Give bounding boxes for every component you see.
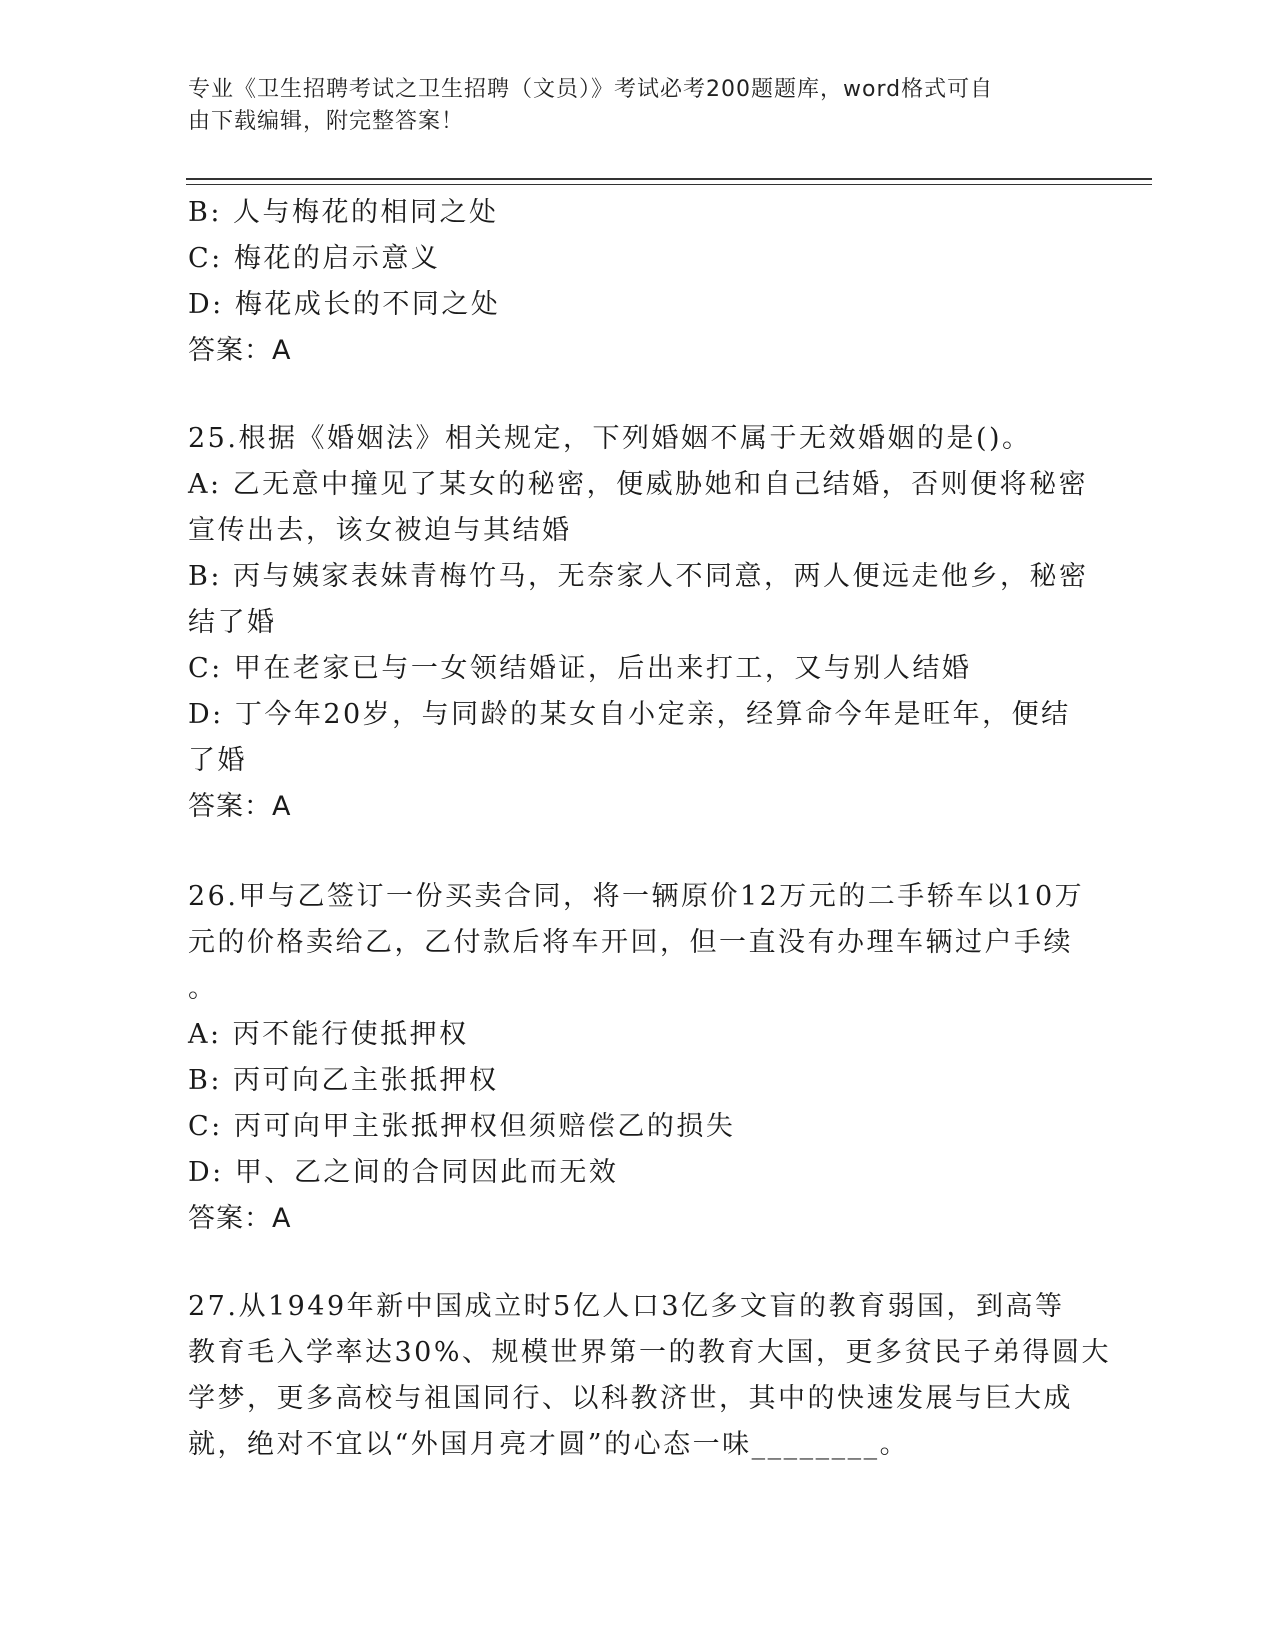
header-divider-thin [186,184,1152,185]
header-line-2: 由下载编辑，附完整答案！ [188,109,465,134]
spacer [188,374,1088,416]
question-block-24 [188,190,1088,374]
question-stem-end: 就，绝对不宜以“外国月亮才圆”的心态一味________。 [188,1429,910,1460]
option-d: D: 甲、乙之间的合同因此而无效 [188,1157,619,1188]
header-line-1: 专业《卫生招聘考试之卫生招聘（文员）》考试必考200题题库，word格式可自 [188,77,994,102]
question-stem-continued: 学梦，更多高校与祖国同行、以科教济世，其中的快速发展与巨大成 [188,1383,1073,1414]
option-a-continued: 宣传出去，该女被迫与其结婚 [188,515,572,546]
option-b: B: 丙与姨家表妹青梅竹马，无奈家人不同意，两人便远走他乡，秘密 [188,561,1089,592]
answer-line: 答案：A [188,335,292,366]
option-b: B: 人与梅花的相同之处 [188,197,499,228]
question-block-25 [188,416,1088,830]
header-divider [186,178,1152,180]
option-a: A: 丙不能行使抵押权 [188,1019,469,1050]
option-b: B: 丙可向乙主张抵押权 [188,1065,499,1096]
option-c: C: 梅花的启示意义 [188,243,441,274]
question-stem-end: 。 [188,973,218,1004]
spacer [188,1242,1088,1284]
question-stem: 25.根据《婚姻法》相关规定，下列婚姻不属于无效婚姻的是()。 [188,423,1032,454]
option-b-continued: 结了婚 [188,607,277,638]
option-a: A: 乙无意中撞见了某女的秘密，便威胁她和自己结婚，否则便将秘密 [188,469,1089,500]
question-stem-continued: 教育毛入学率达30%、规模世界第一的教育大国，更多贫民子弟得圆大 [188,1337,1112,1368]
document-header [188,74,1088,138]
answer-line: 答案：A [188,1203,292,1234]
question-block-26 [188,874,1088,1242]
question-stem: 26.甲与乙签订一份买卖合同，将一辆原价12万元的二手轿车以10万 [188,881,1085,912]
question-stem-continued: 元的价格卖给乙，乙付款后将车开回，但一直没有办理车辆过户手续 [188,927,1073,958]
document-body [188,190,1112,1468]
option-d-continued: 了婚 [188,745,247,776]
question-block-27 [188,1284,1112,1468]
answer-line: 答案：A [188,791,292,822]
option-c: C: 丙可向甲主张抵押权但须赔偿乙的损失 [188,1111,736,1142]
question-stem: 27.从1949年新中国成立时5亿人口3亿多文盲的教育弱国，到高等 [188,1291,1065,1322]
option-d: D: 丁今年20岁，与同龄的某女自小定亲，经算命今年是旺年，便结 [188,699,1071,730]
option-c: C: 甲在老家已与一女领结婚证，后出来打工，又与别人结婚 [188,653,972,684]
option-d: D: 梅花成长的不同之处 [188,289,501,320]
spacer [188,830,1088,874]
